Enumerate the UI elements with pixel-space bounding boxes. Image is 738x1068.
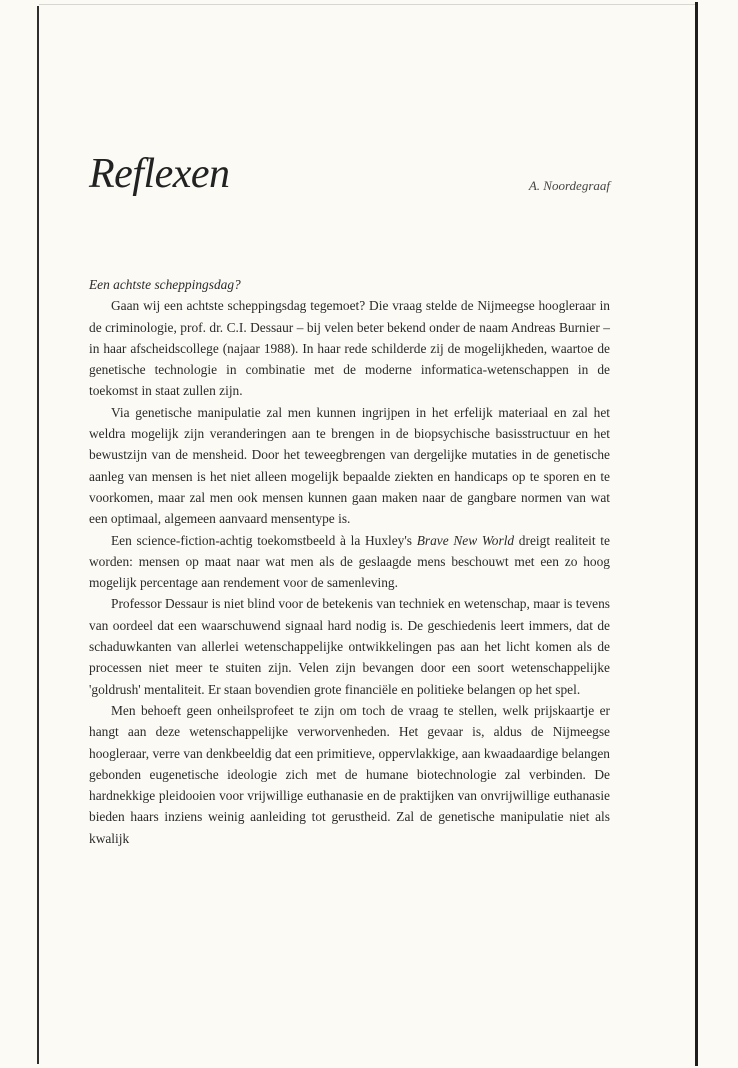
paragraph-3 xyxy=(89,530,610,594)
section-subtitle: Een achtste scheppingsdag? xyxy=(89,277,241,292)
book-title: Brave New World xyxy=(416,532,515,548)
paragraph-3-text-end: dreigt realiteit te worden: mensen op maat naar wat men als de geslaagde mens beschouwt met een zo hoog mogelijk percentage aan rendement voor de samenleving. xyxy=(89,532,610,591)
paragraph-3-text-start: Een science-fiction-achtig toekomstbeeld à la Huxley's xyxy=(111,532,417,548)
author-name: A. Noordegraaf xyxy=(528,178,610,193)
paragraph-5: Men behoeft geen onheilsprofeet te zijn om toch de vraag te stellen, welk prijskaartje er hangt aan deze wetenschappelijke verworvenheden. Het gevaar is, aldus de Nijmeegse hoogleraar, verre van denkbeeldig dat een primitieve, oppervlakkige, aan kwaadaardige belangen gebonden eugenetische ideologie zich met de humane biotechnologie zal verbinden. De hardnekkige pleidooien voor vrijwillige euthanasie en de praktijken van onvrijwillige euthanasie bieden haars inziens weinig aanleiding tot gerustheid. Zal de genetische manipulatie niet als kwalijk xyxy=(89,702,610,846)
page-right-border xyxy=(695,2,698,1066)
paragraph-4: Professor Dessaur is niet blind voor de betekenis van techniek en wetenschap, maar is tevens van oordeel dat een waarschuwend signaal hard nodig is. De geschiedenis leert immers, dat de schaduwkanten van allerlei wetenschappelijke ontwikkelingen pas aan het licht komen als de processen niet meer te stuiten zijn. Velen zijn bevangen door een soort wetenschappelijke 'goldrush' mentaliteit. Er staan bovendien grote financiële en politieke belangen op het spel. xyxy=(89,596,610,697)
page-top-edge xyxy=(39,4,695,5)
page-left-border xyxy=(37,6,39,1064)
article-body xyxy=(89,274,610,849)
paragraph-2: Via genetische manipulatie zal men kunnen ingrijpen in het erfelijk materiaal en zal het weldra mogelijk zijn veranderingen aan te brengen in de biopsychische basisstructuur en het bewustzijn van de mensheid. Door het teweegbrengen van dergelijke mutaties in de genetische aanleg van mensen is het niet alleen mogelijk bepaalde ziekten en handicaps op te sporen en te voorkomen, maar zal men ook mensen kunnen gaan maken naar de gangbare normen van wat een optimaal, algemeen aanvaard mensentype is. xyxy=(89,404,610,527)
paragraph-1: Gaan wij een achtste scheppingsdag tegemoet? Die vraag stelde de Nijmeegse hoogleraar in de criminologie, prof. dr. C.I. Dessaur – bij velen beter bekend onder de naam Andreas Burnier – in haar afscheidscollege (najaar 1988). In haar rede schilderde zij de mogelijkheden, waartoe de genetische technologie in combinatie met de moderne informatica-wetenschappen in de toekomst in staat zullen zijn. xyxy=(89,298,610,399)
page-title: Reflexen xyxy=(89,151,230,197)
